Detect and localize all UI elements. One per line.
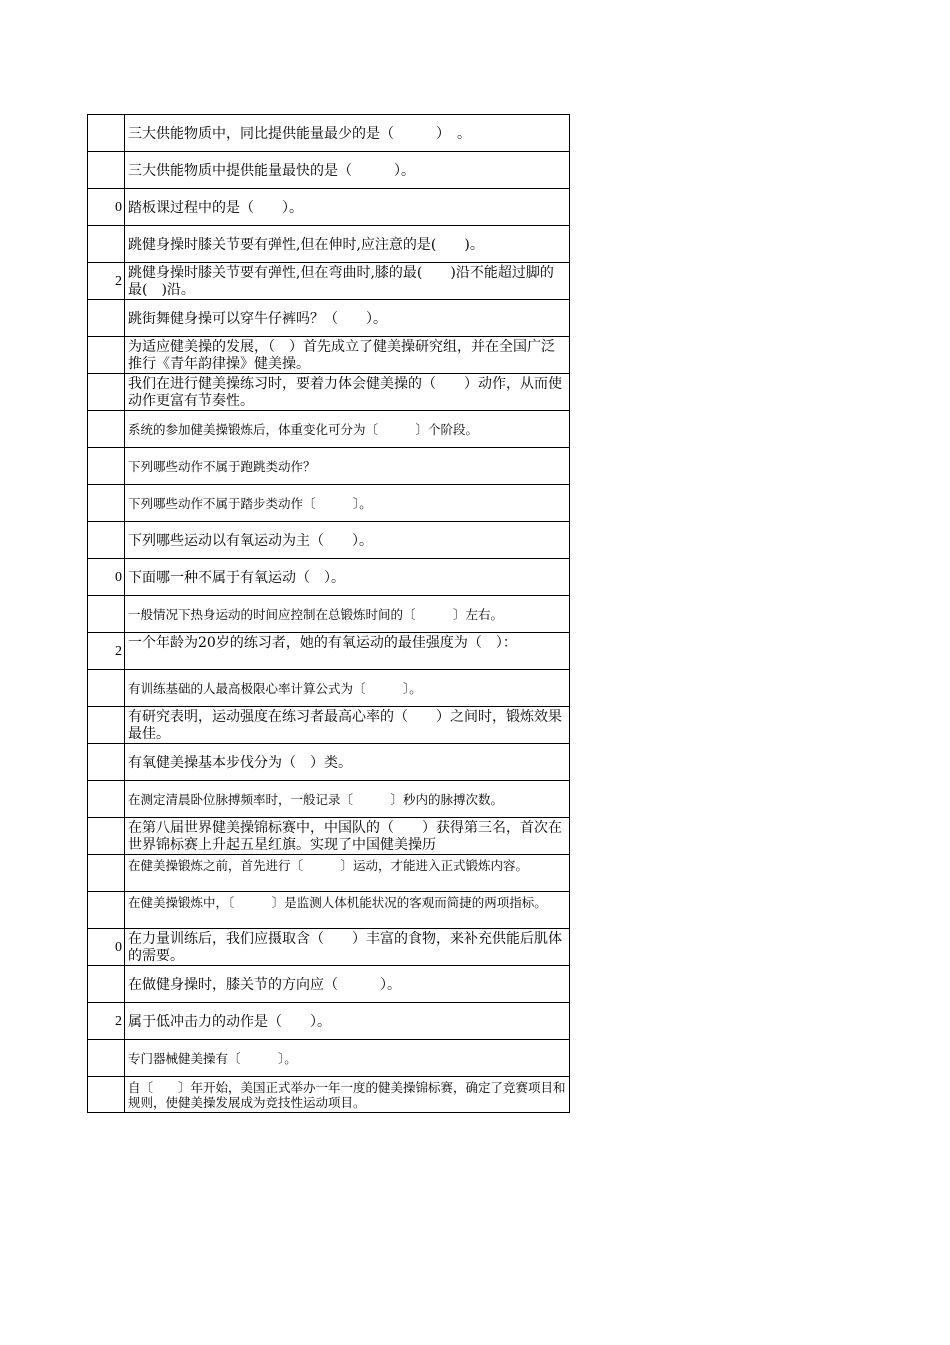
- table-row: [88, 225, 569, 262]
- question-text-cell: 我们在进行健美操练习时，要着力体会健美操的（ ）动作，从而使动作更富有节奏性。: [128, 376, 562, 409]
- table-row: [88, 928, 569, 965]
- question-text-cell: 跳街舞健身操可以穿牛仔裤吗？（ ）。: [128, 311, 387, 327]
- question-text-cell: 有训练基础的人最高极限心率计算公式为〔 〕。: [128, 681, 422, 696]
- row-number-cell: [88, 892, 125, 928]
- table-row: [88, 743, 569, 780]
- row-number-cell: 0: [88, 189, 125, 225]
- row-number-cell: [88, 152, 125, 188]
- row-number-cell: [88, 707, 125, 743]
- table-row: [88, 854, 569, 891]
- row-number-cell: 0: [88, 929, 125, 965]
- row-number-cell: [88, 1077, 125, 1112]
- question-text-cell: 下列哪些动作不属于跑跳类动作？: [128, 459, 316, 474]
- table-row: [88, 780, 569, 817]
- question-text-cell: 三大供能物质中，同比提供能量最少的是（ ） 。: [128, 126, 471, 142]
- table-row: [88, 669, 569, 706]
- question-text-cell: 下列哪些动作不属于踏步类动作〔 〕。: [128, 496, 372, 511]
- row-number-cell: [88, 1040, 125, 1076]
- question-text-cell: 有研究表明，运动强度在练习者最高心率的（ ）之间时，锻炼效果最佳。: [128, 709, 562, 742]
- row-number-cell: [88, 781, 125, 817]
- row-number-cell: [88, 448, 125, 484]
- table-row: [88, 447, 569, 484]
- question-text-cell: 在测定清晨卧位脉搏频率时，一般记录〔 〕秒内的脉搏次数。: [128, 792, 504, 807]
- row-number-cell: [88, 226, 125, 262]
- question-text-cell: 自〔 〕年开始，美国正式举办一年一度的健美操锦标赛，确定了竞赛项目和规则，使健美操发展成为竞技性运动项目。: [128, 1080, 566, 1110]
- table-row: [88, 373, 569, 410]
- question-text-cell: 属于低冲击力的动作是（ ）。: [128, 1014, 331, 1030]
- row-number-cell: [88, 670, 125, 706]
- row-number-cell: [88, 855, 125, 891]
- question-text-cell: 在健美操锻炼中，〔 〕是监测人体机能状况的客观而简捷的两项指标。: [128, 895, 547, 910]
- question-text-cell: 在健美操锻炼之前，首先进行〔 〕运动，才能进入正式锻炼内容。: [128, 858, 529, 873]
- table-row: [88, 1002, 569, 1039]
- table-row: [88, 262, 569, 299]
- table-row: [88, 1039, 569, 1076]
- table-row: [88, 558, 569, 595]
- table-row: [88, 114, 569, 151]
- row-number-cell: [88, 115, 125, 151]
- question-text-cell: 专门器械健美操有〔 〕。: [128, 1051, 297, 1066]
- row-number-cell: [88, 337, 125, 373]
- row-number-cell: 0: [88, 559, 125, 595]
- row-number-cell: [88, 411, 125, 447]
- question-text-cell: 一般情况下热身运动的时间应控制在总锻炼时间的〔 〕左右。: [128, 607, 504, 622]
- row-number-cell: [88, 966, 125, 1002]
- table-row: [88, 965, 569, 1002]
- row-number-cell: [88, 485, 125, 521]
- table-row: [88, 299, 569, 336]
- question-text-cell: 跳健身操时膝关节要有弹性,但在伸时,应注意的是( )。: [128, 237, 484, 253]
- table-row: [88, 484, 569, 521]
- table-row: [88, 151, 569, 188]
- row-number-cell: [88, 522, 125, 558]
- table-row: [88, 521, 569, 558]
- row-number-cell: [88, 300, 125, 336]
- question-text-cell: 系统的参加健美操锻炼后，体重变化可分为〔 〕个阶段。: [128, 422, 479, 437]
- row-number-cell: 2: [88, 1003, 125, 1039]
- row-number-cell: [88, 818, 125, 854]
- row-number-cell: 2: [88, 263, 125, 299]
- question-text-cell: 下列哪些运动以有氧运动为主（ ）。: [128, 533, 373, 549]
- question-text-cell: 为适应健美操的发展，（ ）首先成立了健美操研究组，并在全国广泛推行《青年韵律操》健美操。: [128, 339, 555, 372]
- table-row: [88, 632, 569, 669]
- table-row: [88, 891, 569, 928]
- table-row: [88, 188, 569, 225]
- table-row: [88, 336, 569, 373]
- row-number-cell: [88, 596, 125, 632]
- question-table: [87, 114, 570, 1113]
- question-text-cell: 在第八届世界健美操锦标赛中，中国队的（ ）获得第三名，首次在世界锦标赛上升起五星红旗。实现了中国健美操历: [128, 820, 562, 853]
- question-text-cell: 在力量训练后，我们应摄取含（ ）丰富的食物，来补充供能后肌体的需要。: [128, 931, 562, 964]
- row-number-cell: [88, 374, 125, 410]
- question-text-cell: 有氧健美操基本步伐分为（ ）类。: [128, 755, 352, 771]
- table-row: [88, 706, 569, 743]
- table-row: [88, 1076, 569, 1113]
- question-text-cell: 跳健身操时膝关节要有弹性,但在弯曲时,膝的最( )沿不能超过脚的最( )沿。: [128, 265, 554, 298]
- question-text-cell: 在做健身操时，膝关节的方向应（ ）。: [128, 977, 401, 993]
- question-text-cell: 踏板课过程中的是（ ）。: [128, 200, 303, 216]
- row-number-cell: 2: [88, 633, 125, 669]
- question-text-cell: 三大供能物质中提供能量最快的是（ ）。: [128, 163, 415, 179]
- table-row: [88, 410, 569, 447]
- table-row: [88, 595, 569, 632]
- row-number-cell: [88, 744, 125, 780]
- question-text-cell: 下面哪一种不属于有氧运动（ ）。: [128, 570, 345, 586]
- question-text-cell: 一个年龄为20岁的练习者，她的有氧运动的最佳强度为（ ）：: [128, 635, 517, 651]
- table-row: [88, 817, 569, 854]
